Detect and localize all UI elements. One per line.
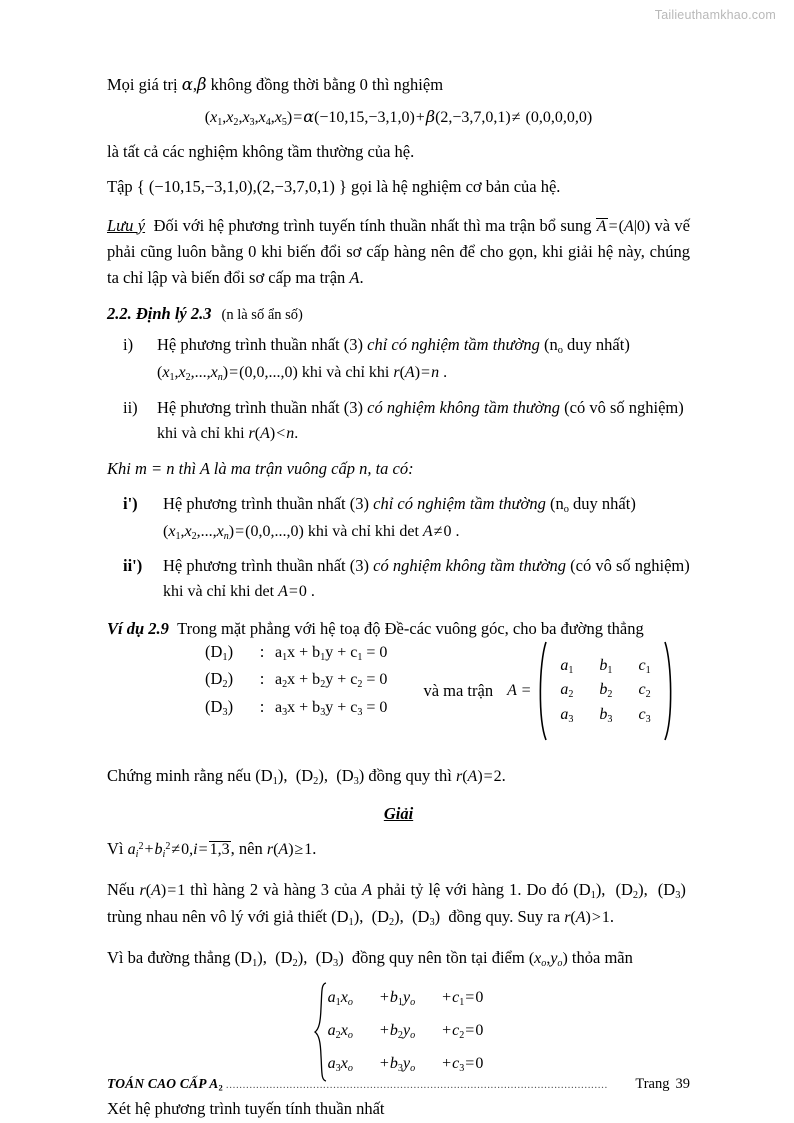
- eq1-x5-sub: 5: [281, 116, 287, 128]
- system-cell-1: $a_2x_o$: [327, 1022, 353, 1041]
- system-cell-1: $a_1x_o$: [327, 988, 353, 1008]
- item-ip-sub-o: o: [563, 503, 569, 515]
- paragraph-chung-minh: Chứng minh rằng nếu $(D_1)$, $(D_2)$, $(D_3)$ đồng quy thì r(A)=2.: [107, 765, 506, 787]
- p3-post: } gọi là hệ nghiệm cơ bản của hệ.: [338, 176, 561, 196]
- luu-y-matrix-A: A: [349, 267, 360, 287]
- theorem-item-ii-marker: ii): [123, 398, 138, 418]
- theorem-item-i-prime-marker: i'): [123, 493, 138, 513]
- p3-sets: (−10,15,−3,1,0),(2,−3,7,0,1): [148, 176, 335, 196]
- solution-paragraph-1: Nếu r(A)=1 thì hàng 2 và hàng 3 của A phải tỷ lệ với hàng 1. Do đó $(D_1)$, $(D_2)$, $(D_3)$ trùng nhau nên vô lý với giả thiết $(D_1)$, $(D_2)$, $(D_3)$ đồng quy. Suy ra r(A)>1.: [107, 879, 690, 928]
- eq1-x3-sub: 3: [249, 116, 255, 128]
- solution-line-1: Vì $a_i^2+b_i^2\ne 0,i= 1,3$, nên r(A)≥1.: [107, 838, 317, 860]
- coefficient-matrix: [423, 641, 675, 741]
- prove-period: .: [501, 765, 506, 785]
- cell-b1: b: [599, 656, 608, 674]
- item-i-italic: chỉ có nghiệm tầm thường: [367, 335, 540, 355]
- theorem-item-i-marker: i): [123, 335, 134, 355]
- eq1-equals: =: [293, 108, 303, 126]
- eq1-close-paren: ): [286, 108, 293, 126]
- matrix-left-paren: [535, 641, 547, 741]
- watermark-text: Tailieuthamkhao.com: [654, 8, 776, 22]
- prove-pre: Chứng minh rằng nếu (D: [107, 765, 273, 785]
- d2-colon: :: [259, 669, 265, 689]
- eq1-zero-vector: (0,0,0,0,0): [525, 108, 593, 126]
- example-statement: Trong mặt phẳng với hệ toạ độ Đề-các vuông góc, cho ba đường thẳng: [177, 618, 644, 638]
- example-equations-and-matrix: [107, 639, 690, 741]
- cell-b3: b: [599, 706, 608, 724]
- theorem-item-ii: [107, 395, 690, 446]
- theorem-item-i-prime-body: [163, 491, 690, 545]
- matrix-cell: $b_2$: [599, 681, 613, 701]
- item-ii-math-line: khi và chỉ khi r(A)<n.: [157, 424, 299, 442]
- matrix-intro-text: và ma trận: [423, 680, 494, 700]
- system-of-equations: [107, 982, 690, 1082]
- d2-name: (D: [205, 669, 223, 689]
- footer-page: [635, 1076, 690, 1093]
- system-cell-3: $+c_3=0$: [442, 1055, 484, 1075]
- solution-heading-wrap: [107, 804, 690, 824]
- example-line-3: $(D_3)$ : $a_3x + b_3y + c_3 = 0$: [205, 694, 387, 722]
- theorem-item-i: [107, 332, 690, 386]
- solution-paragraph-3: Xét hệ phương trình tuyến tính thuần nhất: [107, 1098, 385, 1118]
- cell-c2: c: [638, 681, 646, 699]
- matrix-cell: $a_2$: [560, 681, 574, 701]
- d3-name: (D: [205, 697, 223, 717]
- eq1-vector-1: (−10,15,−3,1,0): [314, 108, 415, 126]
- item-ip-text-b2: duy nhất): [568, 493, 636, 513]
- luu-y-period: .: [359, 267, 364, 287]
- d3-index: 3: [222, 707, 228, 719]
- item-i-text-b2: duy nhất): [562, 335, 630, 355]
- matrix-cell: $a_3$: [560, 706, 574, 725]
- paragraph-luu-y: [107, 213, 690, 291]
- example-line-equations: [205, 639, 387, 722]
- cell-c1: c: [638, 656, 646, 674]
- system-cell-3: $+c_2=0$: [442, 1022, 484, 1041]
- cell-a1: a: [560, 656, 569, 674]
- d2-close: ): [227, 669, 234, 689]
- footer-page-label: Trang: [635, 1076, 670, 1092]
- page-content: [107, 72, 690, 1123]
- footer-title-text: TOÁN CAO CẤP A: [107, 1076, 219, 1091]
- paragraph-la-tat-ca: là tất cả các nghiệm không tầm thường của hệ.: [107, 142, 415, 162]
- item-ip-text-a: Hệ phương trình thuần nhất (3): [163, 493, 370, 513]
- eq1-x1-sub: 1: [217, 116, 223, 128]
- theorem-number: 2.2. Định lý 2.3: [107, 304, 212, 324]
- item-ii-italic: có nghiệm không tầm thường: [367, 398, 561, 418]
- eq1-x4: x: [258, 108, 266, 126]
- system-cell-2: $+b_1y_o$: [379, 988, 416, 1008]
- eq1-x5: x: [274, 108, 282, 126]
- cell-b2: b: [599, 681, 608, 699]
- eq1-beta: β: [425, 106, 436, 126]
- theorem-item-i-prime: [107, 491, 690, 545]
- matrix-table: [547, 654, 663, 728]
- system-table: [328, 982, 484, 1082]
- matrix-cell: $a_1$: [560, 656, 574, 676]
- cell-c3: c: [638, 706, 646, 724]
- d3-close: ): [227, 697, 234, 717]
- d1-close: ): [227, 641, 234, 661]
- eq1-vector-2: (2,−3,7,0,1): [435, 108, 511, 126]
- paragraph-moi-gia-tri: [107, 72, 690, 98]
- matrix-cell: $c_2$: [638, 681, 651, 701]
- example-line-1: $(D_1)$ : $a_1x + b_1y + c_1 = 0$: [205, 639, 387, 667]
- eq1-x4-sub: 4: [265, 116, 271, 128]
- prove-d1: 1: [272, 775, 278, 787]
- system-row: [328, 982, 484, 1015]
- eq1-open-paren: (: [204, 108, 211, 126]
- eq1-x1: x: [210, 108, 218, 126]
- eq1-not-equal: ≠: [511, 108, 521, 126]
- example-line-2: $(D_2)$ : $a_2x + b_2y + c_2 = 0$: [205, 666, 387, 694]
- eq1-alpha: α: [303, 106, 315, 126]
- display-equation-solution-vector: $(x_1,x_2,x_3,x_4,x_5)=\alpha(-10,15,-3,1,0)+\beta(2,-3,7,0,1)\ne (0,0,0,0,0)$: [204, 106, 593, 128]
- matrix-cell: $b_1$: [599, 656, 613, 676]
- item-ip-italic: chỉ có nghiệm tầm thường: [373, 493, 546, 513]
- theorem-heading: [107, 304, 690, 324]
- item-ip-math-line: $(x_1,x_2,...,x_n)=(0,0,...,0)$ khi và chỉ khi det A≠0 .: [163, 522, 460, 542]
- item-iip-text-b: (có vô số nghiệm): [570, 556, 690, 576]
- matrix-row: [547, 678, 663, 703]
- item-ip-text-b: (n: [549, 493, 564, 513]
- theorem-item-ii-body: [157, 395, 690, 446]
- luu-y-matrix-formula: A =(A|0): [596, 217, 651, 235]
- theorem-item-ii-prime-body: [163, 553, 690, 604]
- item-ii-text-a: Hệ phương trình thuần nhất (3): [157, 398, 364, 418]
- example-label: Ví dụ 2.9: [107, 618, 169, 638]
- system-cell-3: $+c_1=0$: [442, 988, 484, 1008]
- prove-d3: 3: [353, 775, 359, 787]
- page-footer: [107, 1076, 690, 1093]
- d1-colon: :: [259, 641, 265, 661]
- eq1-plus: +: [415, 108, 425, 126]
- system-cell-1: $a_3x_o$: [327, 1055, 353, 1075]
- eq1-x2-sub: 2: [233, 116, 239, 128]
- item-i-sub-o: o: [557, 345, 563, 357]
- luu-y-label: Lưu ý: [107, 215, 146, 235]
- matrix-cell: $b_3$: [599, 706, 613, 725]
- p1-pre: Mọi giá trị: [107, 75, 178, 94]
- d1-index: 1: [222, 651, 228, 663]
- example-statement-line: [107, 619, 690, 639]
- prove-d2: 2: [313, 775, 319, 787]
- paragraph-tap-basic-solutions: [107, 174, 690, 200]
- p3-pre: Tập {: [107, 176, 145, 196]
- system-cell-2: $+b_2y_o$: [379, 1022, 416, 1041]
- d1-name: (D: [205, 641, 223, 661]
- luu-y-text-2: và vế phải cũng luôn bằng 0 khi biến đổi sơ cấp hàng nên để cho gọn, khi giải hệ này, chúng ta chỉ lập và biến đổi sơ cấp ma trận: [107, 215, 690, 287]
- cell-a2: a: [560, 681, 569, 699]
- item-i-text-b: (n: [543, 335, 558, 355]
- item-ii-text-b: (có vô số nghiệm): [564, 398, 684, 418]
- luu-y-text-1: Đối với hệ phương trình tuyến tính thuần nhất thì ma trận bổ sung: [153, 215, 592, 235]
- prove-post: ) đồng quy thì: [358, 765, 452, 785]
- theorem-item-i-body: [157, 332, 690, 386]
- cell-a3: a: [560, 706, 569, 724]
- theorem-item-ii-prime: [107, 553, 690, 604]
- matrix-right-paren: [664, 641, 676, 741]
- matrix-cell: $c_1$: [638, 656, 651, 676]
- alpha-symbol: α: [181, 75, 193, 94]
- footer-title: [107, 1076, 223, 1092]
- solution-heading: Giải: [383, 803, 414, 823]
- footer-dot-leader: ..................................................................................................................: [225, 1079, 608, 1091]
- matrix-row: [547, 654, 663, 679]
- left-brace-icon: [314, 982, 328, 1082]
- d3-colon: :: [259, 697, 265, 717]
- item-iip-text-a: Hệ phương trình thuần nhất (3): [163, 556, 370, 576]
- footer-page-number: 39: [675, 1076, 690, 1092]
- footer-title-sub: 2: [218, 1082, 223, 1093]
- p1-comma: ,: [192, 75, 197, 94]
- system-row: [328, 1015, 484, 1048]
- theorem-item-ii-prime-marker: ii'): [123, 556, 143, 576]
- matrix-label: A =: [507, 681, 532, 699]
- example-block: [107, 619, 690, 741]
- d2-index: 2: [222, 679, 228, 691]
- matrix-cell: $c_3$: [638, 706, 651, 725]
- matrix-row: [547, 703, 663, 728]
- item-i-math-line: $(x_1,x_2,...,x_n)=(0,0,...,0)$ khi và chỉ khi r(A)=n .: [157, 364, 448, 384]
- beta-symbol: β: [196, 75, 207, 94]
- eq1-x3: x: [242, 108, 250, 126]
- theorem-note: (n là số ẩn số): [221, 307, 303, 324]
- p1-post: không đồng thời bằng 0 thì nghiệm: [210, 75, 444, 94]
- system-cell-2: $+b_3y_o$: [379, 1055, 416, 1075]
- eq1-x2: x: [226, 108, 234, 126]
- item-iip-math-line: khi và chỉ khi det A=0 .: [163, 582, 315, 600]
- item-iip-italic: có nghiệm không tầm thường: [373, 556, 567, 576]
- item-i-text-a: Hệ phương trình thuần nhất (3): [157, 335, 364, 355]
- solution-paragraph-2: Vì ba đường thẳng $(D_1)$, $(D_2)$, $(D_3)$ đồng quy nên tồn tại điểm $(x_o,y_o)$ thỏa mãn: [107, 947, 633, 969]
- theorem-square-matrix-note: Khi m = n thì A là ma trận vuông cấp n, ta có:: [107, 458, 414, 478]
